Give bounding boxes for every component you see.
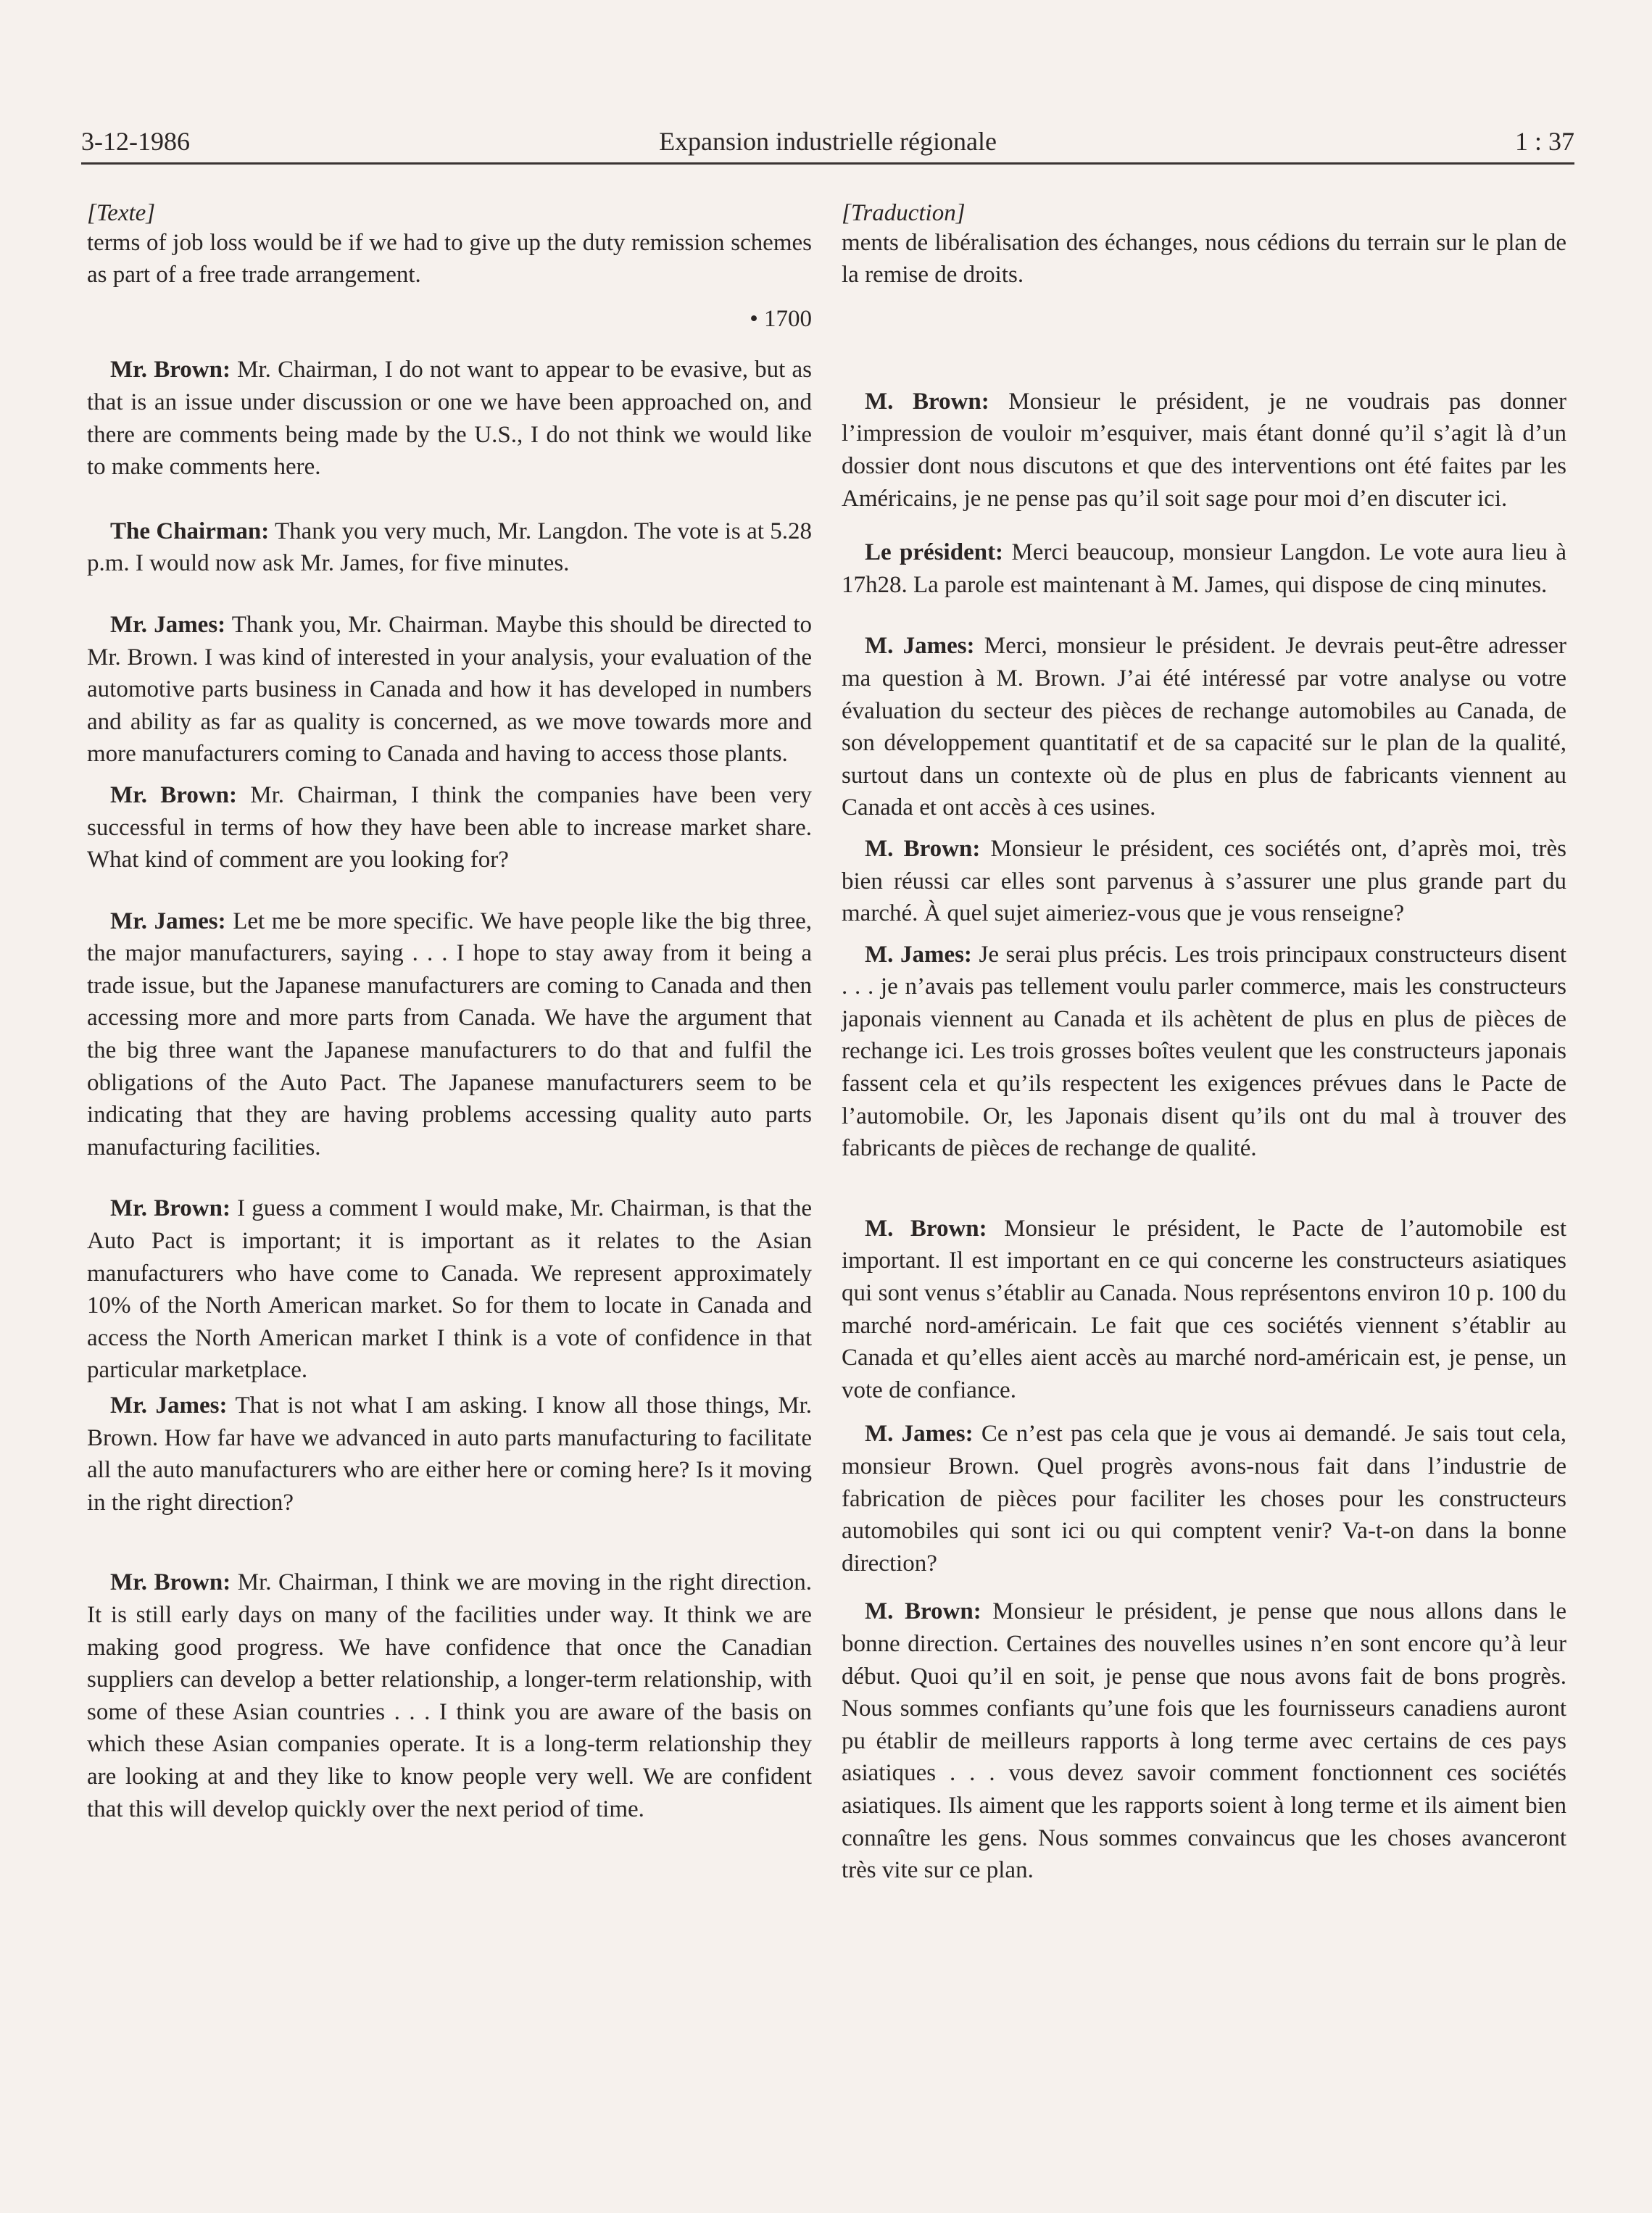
speaker-paragraph <box>87 779 812 876</box>
speaker-paragraph <box>87 515 812 580</box>
speech-text: Thank you, Mr. Chairman. Maybe this should be directed to Mr. Brown. I was kind of interested in your analysis, your evaluation of the automotive parts business in Canada and how it has developed in numbers and ability as far as quality is concerned, as we move towards more and more manufacturers coming to Canada and having to access those plants. <box>87 611 813 768</box>
speech-text: Mr. Chairman, I do not want to appear to be evasive, but as that is an issue under discussion or one we have been approached on, and there are comments being made by the U.S., I do not think we would like to make comments here. <box>87 357 813 481</box>
speaker-name: M. Brown: <box>865 1598 981 1625</box>
header-date: 3-12-1986 <box>81 127 190 156</box>
speaker-name: Mr. James: <box>110 611 226 638</box>
speaker-name: M. Brown: <box>865 388 989 415</box>
speaker-paragraph <box>842 1595 1566 1886</box>
english-column <box>87 197 812 1825</box>
speech-text: Je serai plus précis. Les trois principaux constructeurs disent . . . je n’avais pas tellement voulu parler commerce, mais les constructeurs japonais viennent au Canada et ils achètent de plus en plus de pièces de rechange ici. Les trois grosses boîtes veulent que les constructeurs japonais fassent cela et qu’ils respectent les exigences prévues dans le Pacte de l’automobile. Or, les Japonais disent qu’ils ont du mal à trouver des fabricants de pièces de rechange de qualité. <box>842 941 1567 1162</box>
language-tag: [Texte] <box>87 200 156 226</box>
page-number: 1 : 37 <box>1514 127 1574 156</box>
speaker-paragraph <box>842 1418 1566 1579</box>
speaker-name: Mr. Brown: <box>110 1195 231 1222</box>
paragraph: terms of job loss would be if we had to give up the duty remission schemes as part of a free trade arrangement. <box>87 229 812 288</box>
speaker-name: Mr. Brown: <box>110 1569 231 1596</box>
speech-text: Let me be more specific. We have people like the big three, the major manufacturers, saying . . . I hope to stay away from it being a trade issue, but the Japanese manufacturers are coming to Canada and then accessing more and more parts from Canada. We have the argument that the big three want the Japanese manufacturers to do that and fulfil the obligations of the Auto Pact. The Japanese manufacturers seem to be indicating that they are having problems accessing quality auto parts manufacturing facilities. <box>87 908 812 1161</box>
speech-text: Mr. Chairman, I think the companies have been very successful in terms of how they have been able to increase market share. What kind of comment are you looking for? <box>87 781 812 873</box>
speaker-paragraph <box>842 1213 1566 1407</box>
speaker-name: The Chairman: <box>110 518 270 544</box>
speaker-name: Le président: <box>865 539 1004 566</box>
speaker-paragraph <box>842 386 1566 515</box>
speaker-name: Mr. James: <box>110 908 226 934</box>
speech-text: Monsieur le président, je pense que nous allons dans le bonne direction. Certaines des nouvelles usines n’en sont encore qu’à leur début. Quoi qu’il en soit, je pense que nous avons fait de bons progrès. Nous sommes confiants qu’une fois que les fournisseurs canadiens auront pu établir de meilleurs rapports à long terme avec certains de ces pays asiatiques . . . vous devez savoir comment fonctionnent ces sociétés asiatiques. Ils aiment que les rapports soient à long terme et ils aiment bien connaître les gens. Nous sommes convaincus que les choses avanceront très vite sur ce plan. <box>842 1598 1566 1884</box>
speech-text: Merci beaucoup, monsieur Langdon. Le vote aura lieu à 17h28. La parole est maintenant à M. James, qui dispose de cinq minutes. <box>842 539 1567 598</box>
speaker-paragraph <box>842 630 1566 824</box>
speech-text: I guess a comment I would make, Mr. Chairman, is that the Auto Pact is important; it is important as it relates to the Asian manufacturers who have come to Canada. We represent approximately 10% of the North American market. So for them to locate in Canada and access the North American market I think is a vote of confidence in that particular marketplace. <box>87 1195 813 1384</box>
speaker-name: M. James: <box>865 941 972 968</box>
speaker-paragraph <box>87 609 812 771</box>
speech-text: Monsieur le président, ces sociétés ont, d’après moi, très bien réussi car elles sont parvenus à s’assurer une plus grande part du marché. À quel sujet aimeriez-vous que je vous renseigne? <box>842 835 1567 927</box>
timestamp: • 1700 <box>750 305 812 332</box>
speaker-paragraph <box>87 905 812 1164</box>
speaker-paragraph <box>87 1192 812 1387</box>
speaker-paragraph <box>87 1566 812 1825</box>
french-column <box>842 197 1566 1887</box>
paragraph: ments de libéralisation des échanges, nous cédions du terrain sur le plan de la remise de droits. <box>842 229 1566 288</box>
running-header <box>81 122 1574 165</box>
speaker-name: Mr. James: <box>110 1392 228 1419</box>
speech-text: Mr. Chairman, I think we are moving in the right direction. It is still early days on many of the facilities under way. It think we are making good progress. We have confidence that once the Canadian suppliers can develop a better relationship, a longer-term relationship, with some of these Asian countries . . . I think you are aware of the basis on which these Asian companies operate. It is a long-term relationship they are looking at and they like to know people very well. We are confident that this will develop quickly over the next period of time. <box>87 1569 813 1822</box>
language-tag: [Traduction] <box>842 200 966 226</box>
speaker-paragraph <box>87 354 812 483</box>
speaker-name: M. Brown: <box>865 835 981 862</box>
speech-text: Merci, monsieur le président. Je devrais peut-être adresser ma question à M. Brown. J’ai été intéressé par votre analyse ou votre évaluation du secteur des pièces de rechange automobiles au Canada, de son développement quantitatif et de sa capacité sur le plan de la qualité, surtout dans un contexte où de plus en plus de fabricants viennent au Canada et ont accès à ces usines. <box>842 633 1567 821</box>
speech-text: Thank you very much, Mr. Langdon. The vote is at 5.28 p.m. I would now ask Mr. James, for five minutes. <box>87 518 812 577</box>
speaker-name: M. James: <box>865 633 975 660</box>
speech-text: Ce n’est pas cela que je vous ai demandé. Je sais tout cela, monsieur Brown. Quel progrès avons-nous fait dans l’industrie de fabrication de pièces pour faciliter les choses pour les constructeurs automobiles qui sont ici ou qui comptent venir? Va-t-on dans la bonne direction? <box>842 1421 1566 1577</box>
speaker-name: Mr. Brown: <box>110 357 231 383</box>
speech-text: Monsieur le président, le Pacte de l’automobile est important. Il est important en ce qui concerne les constructeurs asiatiques qui sont venus s’établir au Canada. Nous représentons environ 10 p. 100 du marché nord-américain. Le fait que ces sociétés viennent s’établir au Canada et qu’elles aient accès au marché nord-américain est, je pense, un vote de confiance. <box>842 1215 1566 1403</box>
speaker-paragraph <box>842 536 1566 601</box>
header-title: Expansion industrielle régionale <box>659 127 997 156</box>
speaker-paragraph <box>87 1390 812 1519</box>
speaker-name: M. Brown: <box>865 1215 987 1242</box>
speaker-paragraph <box>842 939 1566 1165</box>
speech-text: That is not what I am asking. I know all those things, Mr. Brown. How far have we advanced in auto parts manufacturing to facilitate all the auto manufacturers who are either here or coming here? Is it moving in the right direction? <box>87 1392 812 1516</box>
speech-text: Monsieur le président, je ne voudrais pas donner l’impression de vouloir m’esquiver, mais étant donné qu’il s’agit là d’un dossier dont nous discutons et que des interventions ont été faites par les Américains, je ne pense pas qu’il soit sage pour moi d’en discuter ici. <box>842 388 1566 512</box>
speaker-paragraph <box>842 833 1566 930</box>
speaker-name: M. James: <box>865 1421 974 1448</box>
speaker-name: Mr. Brown: <box>110 781 238 808</box>
